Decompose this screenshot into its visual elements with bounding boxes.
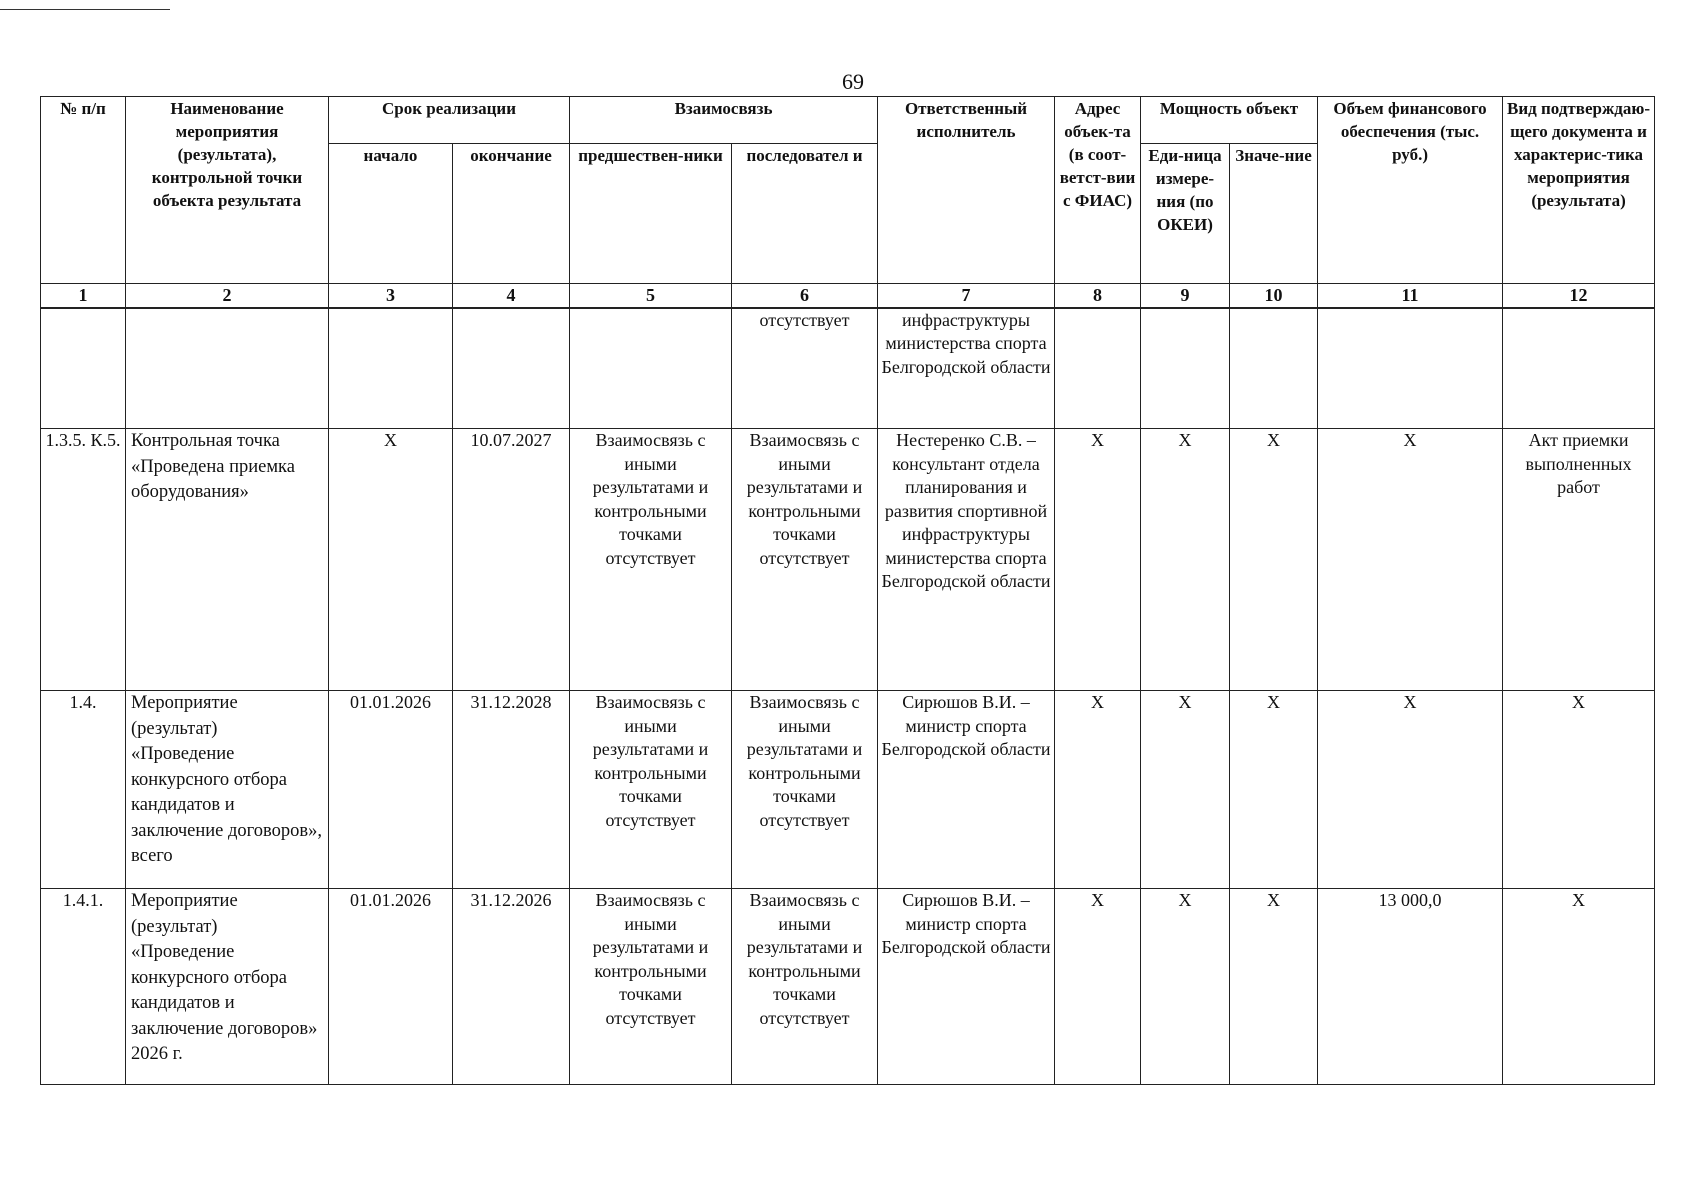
header-period: Срок реализации	[329, 97, 570, 144]
col-number: 11	[1318, 284, 1503, 308]
row-doc	[1503, 308, 1655, 429]
header-row-1	[41, 97, 1655, 144]
header-num: № п/п	[41, 97, 126, 284]
row-num: 1.3.5. К.5.	[41, 429, 126, 691]
row-value: X	[1230, 691, 1318, 889]
table-row	[41, 889, 1655, 1085]
row-executor: Сирюшов В.И. – министр спорта Белгородской области	[878, 691, 1055, 889]
header-predecessors: предшествен-ники	[570, 144, 732, 284]
row-address: X	[1055, 429, 1141, 691]
row-end: 31.12.2028	[453, 691, 570, 889]
row-finance: 13 000,0	[1318, 889, 1503, 1085]
col-number: 5	[570, 284, 732, 308]
row-start: 01.01.2026	[329, 691, 453, 889]
col-number: 3	[329, 284, 453, 308]
row-address: X	[1055, 691, 1141, 889]
row-finance: X	[1318, 429, 1503, 691]
row-num: 1.4.	[41, 691, 126, 889]
col-number: 4	[453, 284, 570, 308]
row-predecessors: Взаимосвязь с иными результатами и контрольными точками отсутствует	[570, 429, 732, 691]
row-doc: X	[1503, 691, 1655, 889]
row-executor: Нестеренко С.В. – консультант отдела планирования и развития спортивной инфраструктуры министерства спорта Белгородской области	[878, 429, 1055, 691]
row-start	[329, 308, 453, 429]
header-start: начало	[329, 144, 453, 284]
header-doc: Вид подтверждаю-щего документа и характерис-тика мероприятия (результата)	[1503, 97, 1655, 284]
row-name	[126, 308, 329, 429]
row-unit: X	[1141, 889, 1230, 1085]
row-address: X	[1055, 889, 1141, 1085]
row-finance	[1318, 308, 1503, 429]
col-number: 2	[126, 284, 329, 308]
table-row	[41, 429, 1655, 691]
header-successors: последовател и	[732, 144, 878, 284]
row-successors: Взаимосвязь с иными результатами и контрольными точками отсутствует	[732, 429, 878, 691]
header-finance: Объем финансового обеспечения (тыс. руб.)	[1318, 97, 1503, 284]
row-value: X	[1230, 889, 1318, 1085]
row-predecessors: Взаимосвязь с иными результатами и контрольными точками отсутствует	[570, 889, 732, 1085]
header-name: Наименование мероприятия (результата), контрольной точки объекта результата	[126, 97, 329, 284]
row-executor: инфраструктуры министерства спорта Белгородской области	[878, 308, 1055, 429]
row-num: 1.4.1.	[41, 889, 126, 1085]
row-doc: Акт приемки выполненных работ	[1503, 429, 1655, 691]
col-number: 10	[1230, 284, 1318, 308]
column-number-row	[41, 284, 1655, 308]
row-doc: X	[1503, 889, 1655, 1085]
col-number: 8	[1055, 284, 1141, 308]
row-successors: Взаимосвязь с иными результатами и контрольными точками отсутствует	[732, 691, 878, 889]
col-number: 7	[878, 284, 1055, 308]
header-capacity: Мощность объект	[1141, 97, 1318, 144]
row-successors: отсутствует	[732, 308, 878, 429]
row-end: 10.07.2027	[453, 429, 570, 691]
row-unit	[1141, 308, 1230, 429]
corner-rule	[0, 9, 170, 10]
row-start: 01.01.2026	[329, 889, 453, 1085]
row-name: Контрольная точка «Проведена приемка оборудования»	[126, 429, 329, 691]
col-number: 1	[41, 284, 126, 308]
header-relation: Взаимосвязь	[570, 97, 878, 144]
row-end	[453, 308, 570, 429]
header-executor: Ответственный исполнитель	[878, 97, 1055, 284]
row-address	[1055, 308, 1141, 429]
row-finance: X	[1318, 691, 1503, 889]
activity-plan-table	[40, 96, 1655, 1085]
table-row	[41, 691, 1655, 889]
header-end: окончание	[453, 144, 570, 284]
row-predecessors: Взаимосвязь с иными результатами и контрольными точками отсутствует	[570, 691, 732, 889]
col-number: 9	[1141, 284, 1230, 308]
row-num	[41, 308, 126, 429]
row-name: Мероприятие (результат) «Проведение конкурсного отбора кандидатов и заключение договоров» 2026 г.	[126, 889, 329, 1085]
page-number: 69	[842, 69, 864, 94]
row-executor: Сирюшов В.И. – министр спорта Белгородской области	[878, 889, 1055, 1085]
row-predecessors	[570, 308, 732, 429]
col-number: 6	[732, 284, 878, 308]
table-row	[41, 308, 1655, 429]
row-unit: X	[1141, 691, 1230, 889]
header-address: Адрес объек-та (в соот-ветст-вии с ФИАС)	[1055, 97, 1141, 284]
row-unit: X	[1141, 429, 1230, 691]
row-value: X	[1230, 429, 1318, 691]
row-start: X	[329, 429, 453, 691]
row-value	[1230, 308, 1318, 429]
header-value: Значе-ние	[1230, 144, 1318, 284]
header-unit: Еди-ница измере-ния (по ОКЕИ)	[1141, 144, 1230, 284]
col-number: 12	[1503, 284, 1655, 308]
row-name: Мероприятие (результат) «Проведение конкурсного отбора кандидатов и заключение договоров», всего	[126, 691, 329, 889]
row-end: 31.12.2026	[453, 889, 570, 1085]
row-successors: Взаимосвязь с иными результатами и контрольными точками отсутствует	[732, 889, 878, 1085]
